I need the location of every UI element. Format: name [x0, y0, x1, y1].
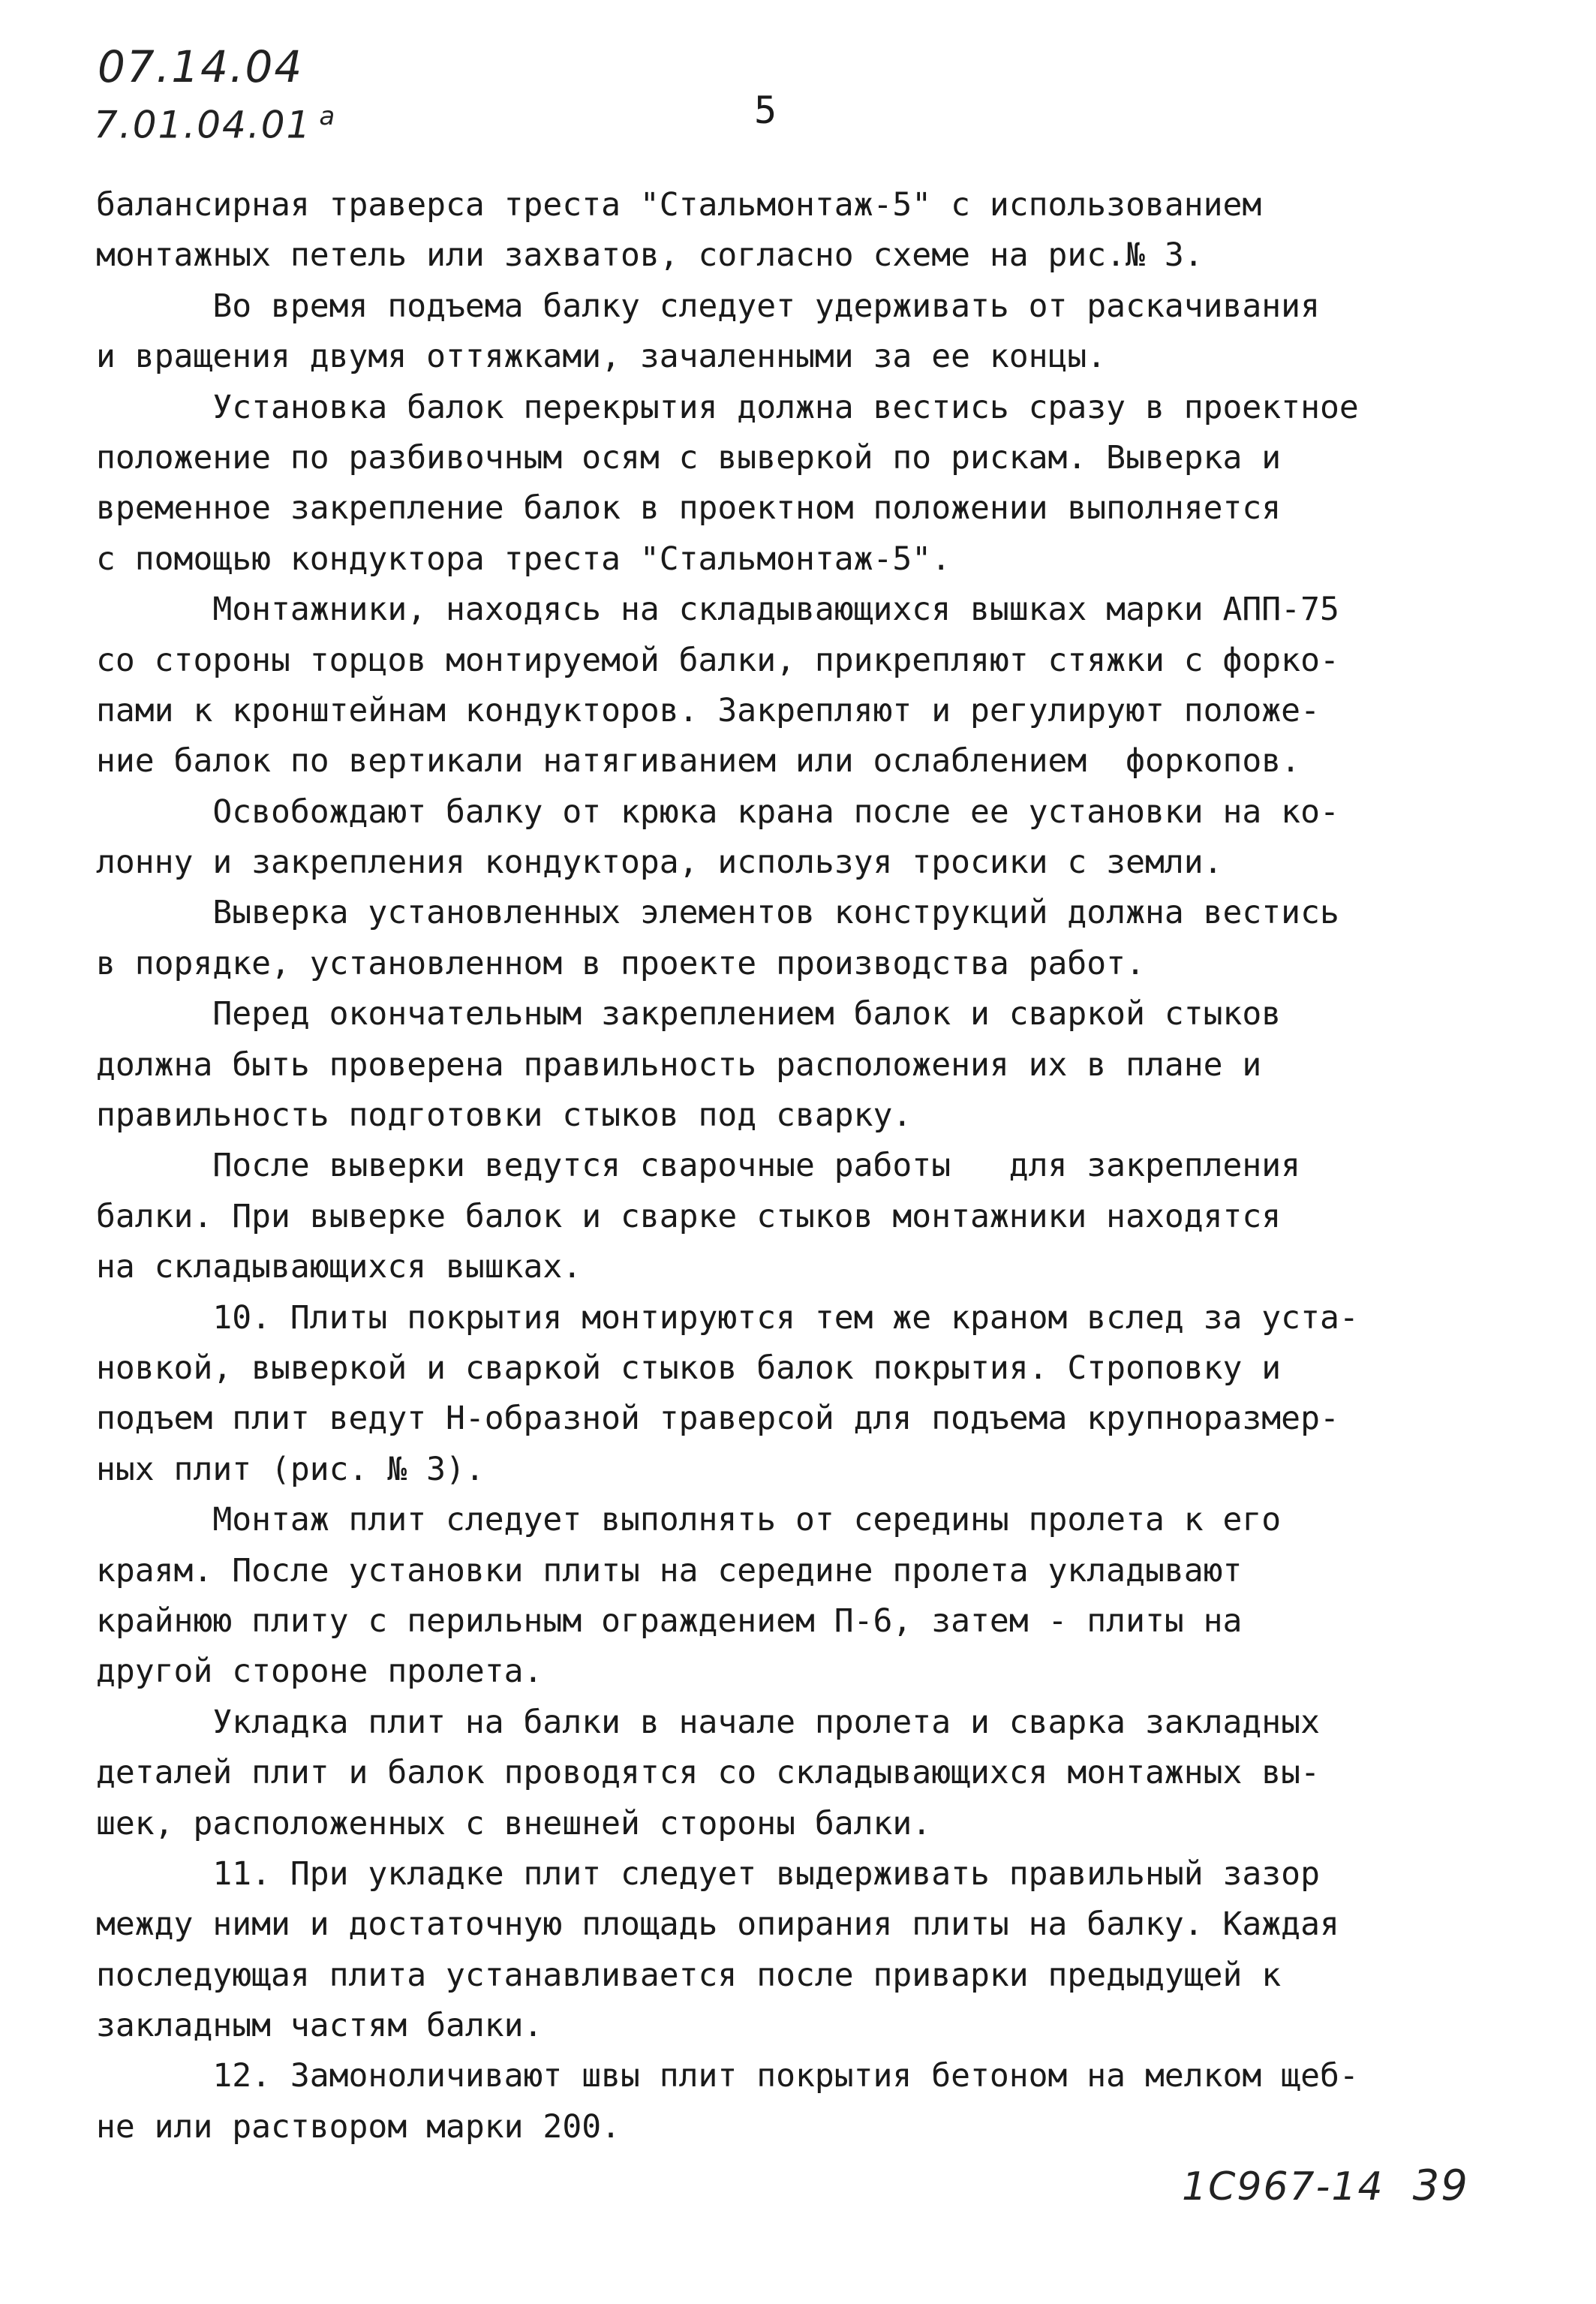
text-line: балансирная траверса треста "Стальмонтаж-5" с использованием: [96, 186, 1262, 224]
text-line: лонну и закрепления кондуктора, используя тросики с земли.: [96, 844, 1223, 882]
text-line: шек, расположенных с внешней стороны балки.: [96, 1804, 932, 1842]
text-line: закладным частям балки.: [96, 2007, 543, 2045]
handwritten-code-second-text: 7.01.04.01: [94, 103, 312, 147]
text-line: балки. При выверке балок и сварке стыков монтажники находятся: [96, 1197, 1282, 1235]
page-number: 5: [754, 89, 777, 132]
text-line: не или раствором марки 200.: [96, 2107, 621, 2146]
text-line: должна быть проверена правильность расположения их в плане и: [96, 1045, 1262, 1084]
text-line: Установка балок перекрытия должна вестись сразу в проектное: [96, 388, 1359, 426]
text-line: ных плит (рис. № 3).: [96, 1450, 485, 1488]
text-line: После выверки ведутся сварочные работы для закрепления: [96, 1147, 1301, 1185]
text-line: в порядке, установленном в проекте производства работ.: [96, 944, 1145, 982]
text-line: Укладка плит на балки в начале пролета и сварка закладных: [96, 1703, 1320, 1741]
text-line: правильность подготовки стыков под сварку.: [96, 1096, 912, 1135]
text-line: со стороны торцов монтируемой балки, прикрепляют стяжки с форко-: [96, 641, 1339, 679]
text-line: временное закрепление балок в проектном положении выполняется: [96, 489, 1282, 528]
text-line: пами к кронштейнам кондукторов. Закрепляют и регулируют положе-: [96, 691, 1320, 729]
text-line: положение по разбивочным осям с выверкой по рискам. Выверка и: [96, 438, 1282, 477]
text-line: между ними и достаточную площадь опирания плиты на балку. Каждая: [96, 1905, 1339, 1944]
text-line: на складывающихся вышках.: [96, 1248, 582, 1286]
text-line: с помощью кондуктора треста "Стальмонтаж-5".: [96, 540, 951, 578]
text-line: Освобождают балку от крюка крана после ее установки на ко-: [96, 793, 1339, 831]
text-line: 12. Замоноличивают швы плит покрытия бетоном на мелком щеб-: [96, 2057, 1359, 2095]
text-line: краям. После установки плиты на середине пролета укладывают: [96, 1551, 1243, 1590]
handwritten-footer: [1182, 2161, 1469, 2210]
text-line: монтажных петель или захватов, согласно схеме на рис.№ 3.: [96, 236, 1204, 275]
text-line: ние балок по вертикали натягиванием или ослаблением форкопов.: [96, 742, 1301, 781]
text-line: другой стороне пролета.: [96, 1653, 543, 1691]
text-line: Во время подъема балку следует удерживать от раскачивания: [96, 287, 1320, 325]
text-line: 10. Плиты покрытия монтируются тем же краном вслед за уста-: [96, 1298, 1359, 1337]
handwritten-code-second: [94, 101, 336, 147]
handwritten-suffix: а: [319, 101, 337, 131]
text-line: Монтаж плит следует выполнять от середины пролета к его: [96, 1501, 1282, 1539]
text-line: Выверка установленных элементов конструкций должна вестись: [96, 894, 1339, 932]
text-line: деталей плит и балок проводятся со складывающихся монтажных вы-: [96, 1754, 1320, 1792]
text-line: 11. При укладке плит следует выдерживать правильный зазор: [96, 1854, 1320, 1893]
handwritten-code-top: 07.14.04: [98, 41, 304, 92]
text-line: и вращения двумя оттяжками, зачаленными за ее концы.: [96, 338, 1107, 376]
text-line: крайнюю плиту с перильным ограждением П-6, затем - плиты на: [96, 1602, 1243, 1640]
text-line: новкой, выверкой и сваркой стыков балок покрытия. Строповку и: [96, 1349, 1282, 1387]
handwritten-sheet-number: 39: [1412, 2161, 1469, 2210]
text-line: Монтажники, находясь на складывающихся вышках марки АПП-75: [96, 591, 1339, 629]
handwritten-footer-code: 1С967-14: [1182, 2164, 1384, 2209]
text-line: подъем плит ведут Н-образной траверсой для подъема крупноразмер-: [96, 1400, 1339, 1438]
text-line: последующая плита устанавливается после приварки предыдущей к: [96, 1956, 1282, 1994]
document-body: [96, 180, 1529, 2152]
text-line: Перед окончательным закреплением балок и сваркой стыков: [96, 995, 1282, 1033]
